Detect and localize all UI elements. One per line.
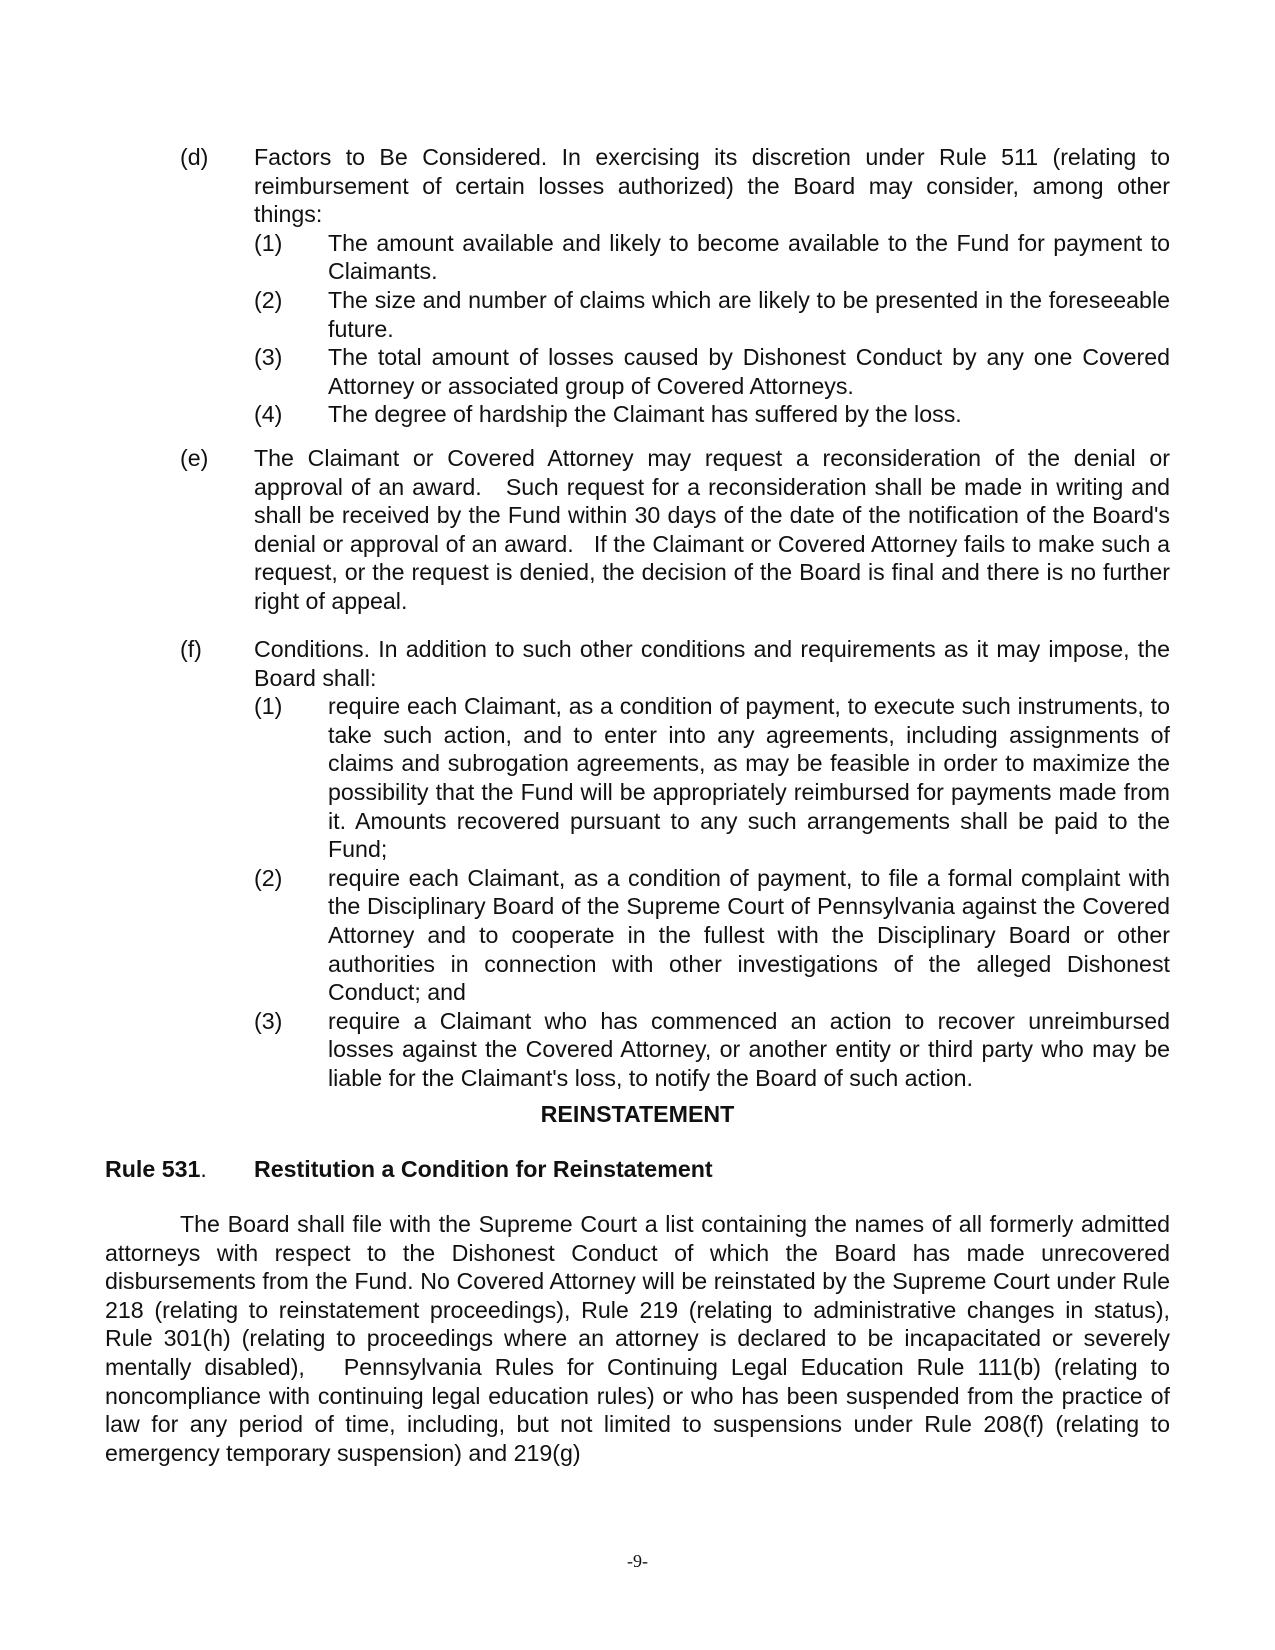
subsection-text: The Claimant or Covered Attorney may request a reconsideration of the denial or approval of an award. Such request for a reconsideration shall be made in writing and shall be received by the Fund within 30 days of the date of the notification of the Board's denial or approval of an award. If the Claimant or Covered Attorney fails to make such a request, or the request is denied, the decision of the Board is final and there is no further right of appeal. (254, 445, 1177, 614)
list-item (180, 229, 1170, 286)
list-item-text: require each Claimant, as a condition of payment, to file a formal complaint with the Disciplinary Board of the Supreme Court of Pennsylvania against the Covered Attorney and to cooperate in the fullest with the Disciplinary Board or other authorities in connection with other investigations of the alleged Dishonest Conduct; and (328, 864, 1170, 1006)
list-item (180, 343, 1170, 400)
rule-number-dot: . (200, 1156, 207, 1182)
section-heading: REINSTATEMENT (540, 1101, 735, 1127)
subsection-label: (d) (180, 144, 209, 170)
subsection-text: Factors to Be Considered. In exercising its discretion under Rule 511 (relating to reimbursement of certain losses authorized) the Board may consider, among other things: (254, 144, 1170, 228)
rule-paragraph: The Board shall file with the Supreme Court a list containing the names of all formerly admitted attorneys with respect to the Dishonest Conduct of which the Board has made unrecovered disbursements from the Fund. No Covered Attorney will be reinstated by the Supreme Court under Rule 218 (relating to reinstatement proceedings), Rule 219 (relating to administrative changes in status), Rule 301(h) (relating to proceedings where an attorney is declared to be incapacitated or severely mentally disabled), Pennsylvania Rules for Continuing Legal Education Rule 111(b) (relating to noncompliance with continuing legal education rules) or who has been suspended from the practice of law for any period of time, including, but not limited to suspensions under Rule 208(f) (relating to emergency temporary suspension) and 219(g) (105, 1211, 1177, 1466)
list-item-label: (1) (254, 229, 283, 256)
list-item-text: require each Claimant, as a condition of payment, to execute such instruments, to take such action, and to enter into any agreements, including assignments of claims and subrogation agreements, as may be feasible in order to maximize the possibility that the Fund will be appropriately reimbursed for payments made from it. Amounts recovered pursuant to any such arrangements shall be paid to the Fund; (328, 693, 1170, 863)
subsection-f (180, 635, 1170, 1093)
list-item (180, 286, 1170, 343)
list-item (180, 692, 1170, 864)
rule-number-text: Rule 531 (105, 1156, 201, 1182)
list-item (180, 1007, 1170, 1093)
rule-number (105, 1155, 207, 1184)
list-item-text: The size and number of claims which are likely to be presented in the foreseeable future. (328, 286, 1170, 342)
list-item-text: The degree of hardship the Claimant has suffered by the loss. (328, 401, 962, 428)
subsection-e (180, 444, 1177, 616)
list-item-label: (2) (254, 286, 283, 313)
subsection-text: Conditions. In addition to such other conditions and requirements as it may impose, the Board shall: (254, 636, 1170, 691)
list-item-text: The total amount of losses caused by Dishonest Conduct by any one Covered Attorney or associated group of Covered Attorneys. (328, 344, 1170, 399)
list-item-label: (3) (254, 344, 283, 371)
subsection-label: (e) (180, 445, 209, 471)
list-item-label: (2) (254, 864, 283, 891)
page-number: -9- (627, 1551, 648, 1571)
list-item-label: (4) (254, 401, 283, 428)
subsection-label: (f) (180, 636, 202, 662)
list-item-label: (1) (254, 693, 283, 720)
list-item (180, 864, 1170, 1007)
list-item-text: require a Claimant who has commenced an action to recover unreimbursed losses against the Covered Attorney, or another entity or third party who may be liable for the Claimant's loss, to notify the Board of such action. (328, 1007, 1170, 1091)
list-item-text: The amount available and likely to become available to the Fund for payment to Claimants. (328, 229, 1170, 285)
subsection-d (180, 143, 1170, 429)
list-item (180, 400, 1170, 429)
list-item-label: (3) (254, 1007, 283, 1034)
rule-title: Restitution a Condition for Reinstatement (254, 1156, 713, 1182)
